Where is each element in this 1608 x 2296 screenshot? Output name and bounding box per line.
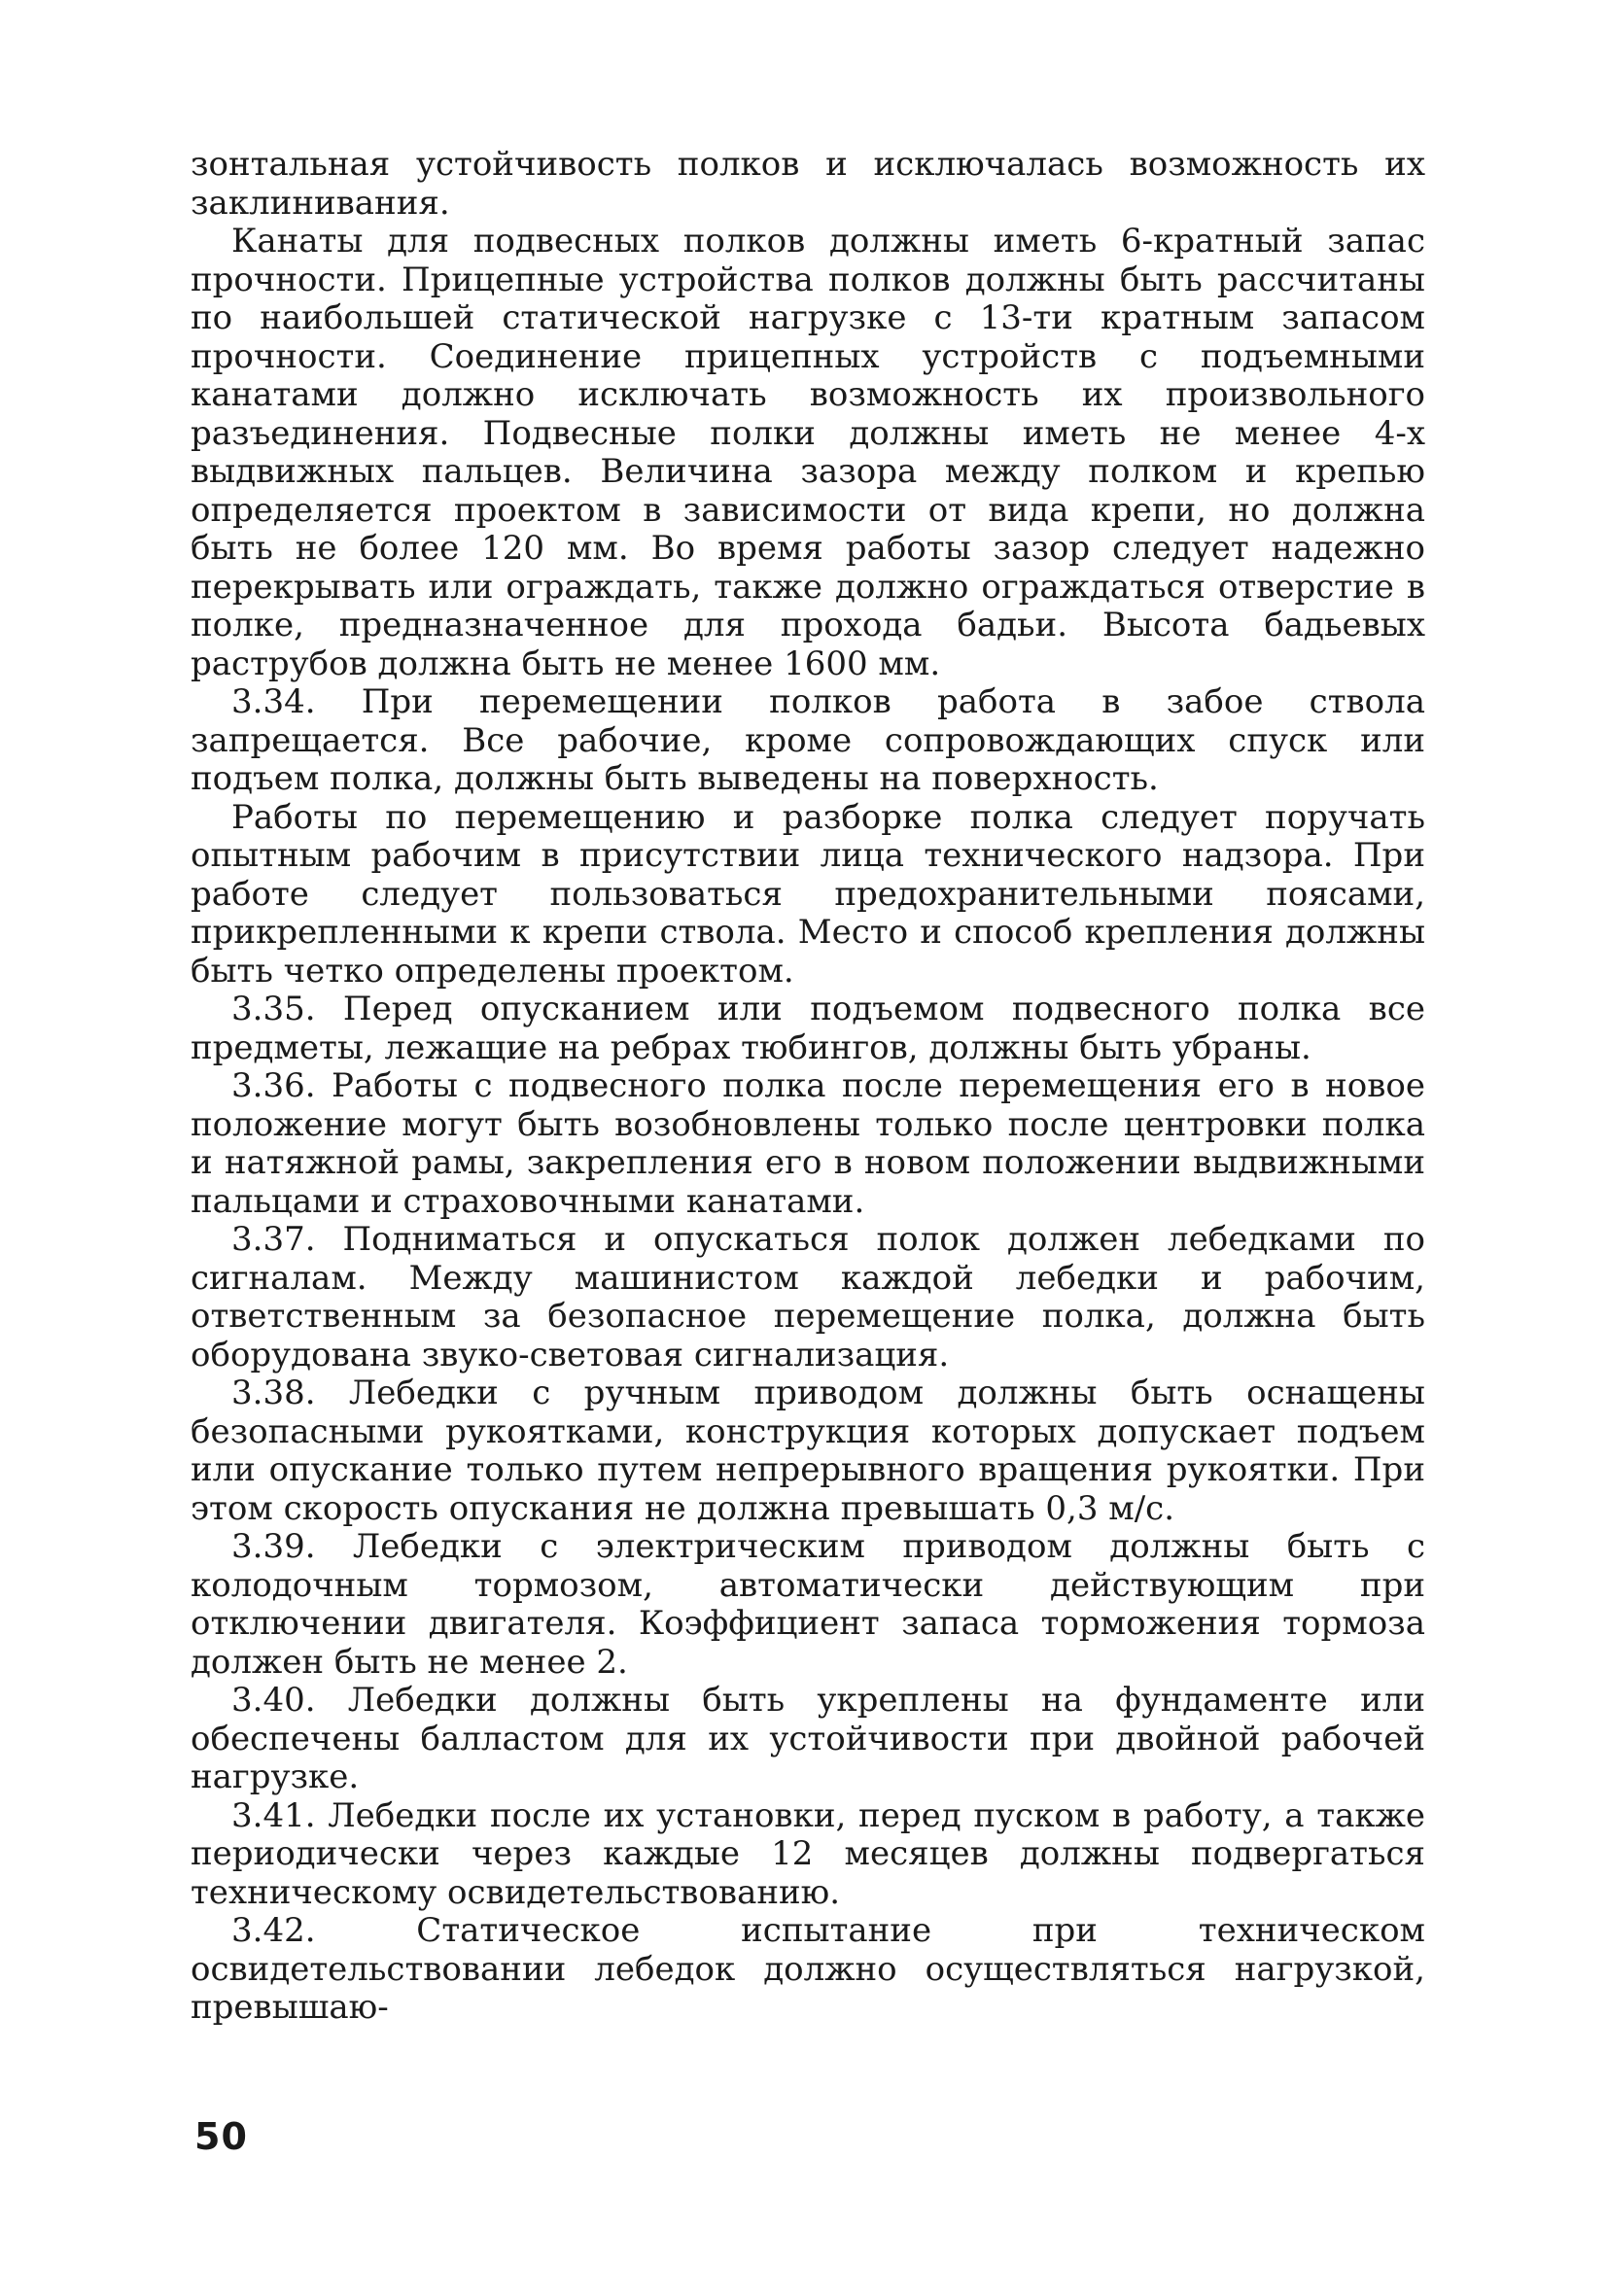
page-number: 50 <box>194 2115 248 2158</box>
paragraph-3-40: 3.40. Лебедки должны быть укреплены на фундаменте или обеспечены балластом для их устойчивости при двойной рабочей нагрузке. <box>191 1681 1425 1796</box>
paragraph-3-42: 3.42. Статическое испытание при техническом освидетельствовании лебедок должно осуществляться нагрузкой, превышаю- <box>191 1911 1425 2027</box>
paragraph-3-34: 3.34. При перемещении полков работа в забое ствола запрещается. Все рабочие, кроме сопровождающих спуск или подъем полка, должны быть выведены на поверхность. <box>191 682 1425 798</box>
paragraph-relocation-work: Работы по перемещению и разборке полка следует поручать опытным рабочим в присутствии лица технического надзора. При работе следует пользоваться предохранительными поясами, прикрепленными к крепи ствола. Место и способ крепления должны быть четко определены проектом. <box>191 797 1425 991</box>
paragraph-3-36: 3.36. Работы с подвесного полка после перемещения его в новое положение могут быть возобновлены только после центровки полка и натяжной рамы, закрепления его в новом положении выдвижными пальцами и страховочными канатами. <box>191 1066 1425 1221</box>
paragraph-3-35: 3.35. Перед опусканием или подъемом подвесного полка все предметы, лежащие на ребрах тюбингов, должны быть убраны. <box>191 990 1425 1067</box>
paragraph-ropes: Канаты для подвесных полков должны иметь 6-кратный запас прочности. Прицепные устройства полков должны быть рассчитаны по наибольшей статической нагрузке с 13-ти кратным запасом прочности. Соединение прицепных устройств с подъемными канатами должно исключать возможность их произвольного разъединения. Подвесные полки должны иметь не менее 4-х выдвижных пальцев. Величина зазора между полком и крепью определяется проектом в зависимости от вида крепи, но должна быть не более 120 мм. Во время работы зазор следует надежно перекрывать или ограждать, также должно ограждаться отверстие в полке, предназначенное для прохода бадьи. Высота бадьевых раструбов должна быть не менее 1600 мм. <box>191 222 1425 683</box>
page-body <box>191 146 1425 2028</box>
paragraph-3-38: 3.38. Лебедки с ручным приводом должны быть оснащены безопасными рукоятками, конструкция которых допускает подъем или опускание только путем непрерывного вращения рукоятки. При этом скорость опускания не должна превышать 0,3 м/с. <box>191 1374 1425 1528</box>
paragraph-3-37: 3.37. Подниматься и опускаться полок должен лебедками по сигналам. Между машинистом каждой лебедки и рабочим, ответственным за безопасное перемещение полка, должна быть оборудована звуко-световая сигнализация. <box>191 1220 1425 1374</box>
paragraph-3-39: 3.39. Лебедки с электрическим приводом должны быть с колодочным тормозом, автоматически действующим при отключении двигателя. Коэффициент запаса торможения тормоза должен быть не менее 2. <box>191 1527 1425 1682</box>
paragraph-continuation: зонтальная устойчивость полков и исключалась возможность их заклинивания. <box>191 145 1425 223</box>
paragraph-3-41: 3.41. Лебедки после их установки, перед пуском в работу, а также периодически через каждые 12 месяцев должны подвергаться техническому освидетельствованию. <box>191 1795 1425 1912</box>
